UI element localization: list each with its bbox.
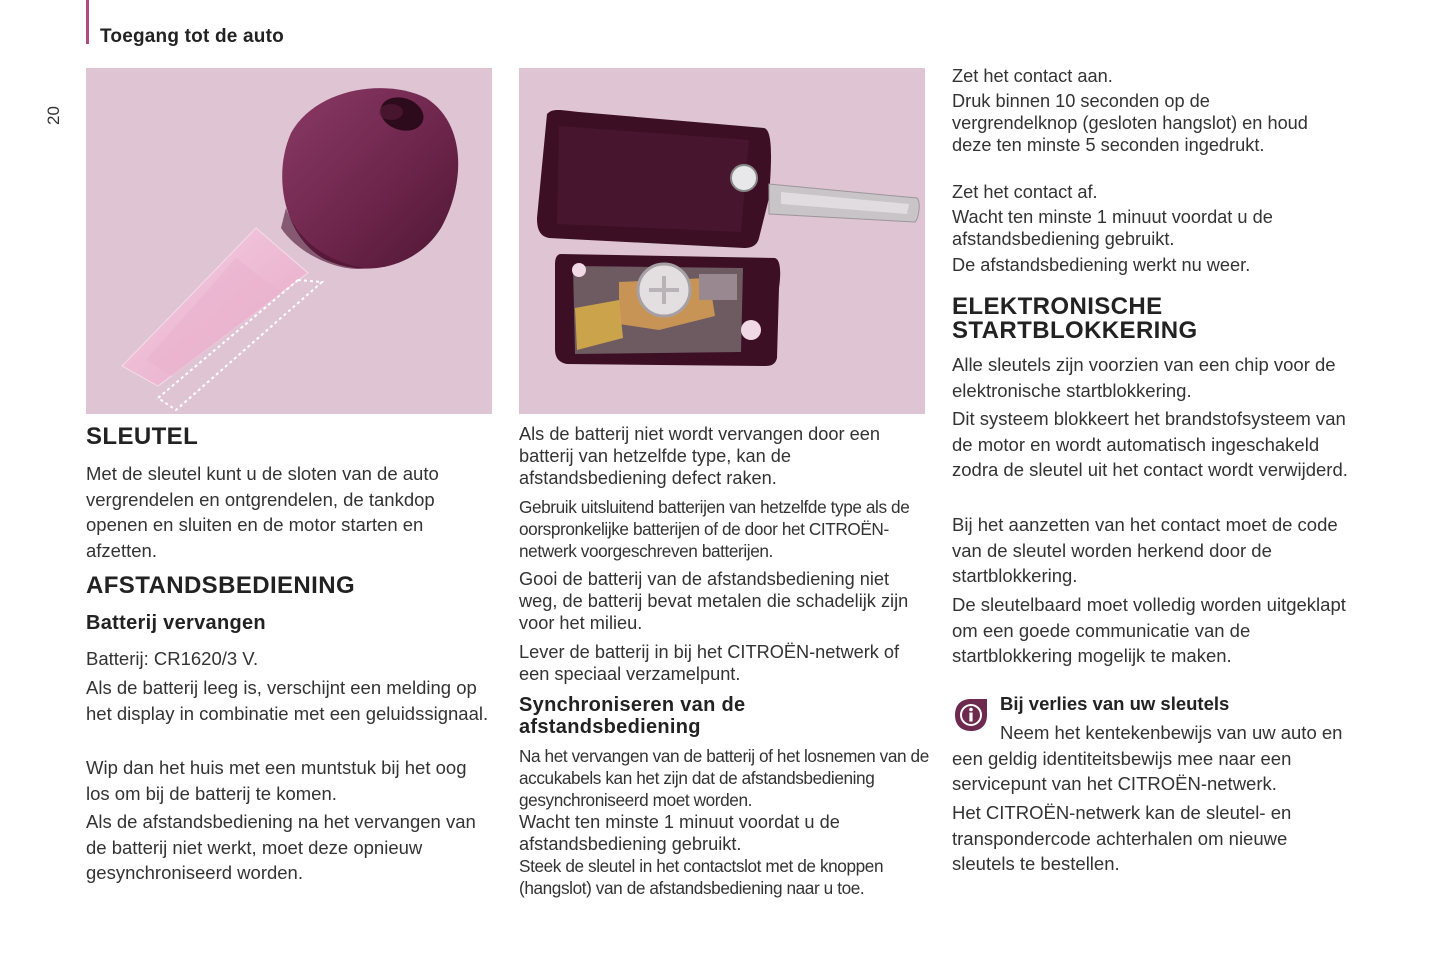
use-same-battery-text: Gebruik uitsluitend batterijen van hetzelfde type als de oorspronkelijke batterijen of de door het CITROËN-netwerk voorgeschreven batterijen. <box>519 497 910 561</box>
sync-intro-text: Na het vervangen van de batterij of het losnemen van de accukabels kan het zijn dat de afstandsbediening gesynchroniseerd moet worden. <box>519 746 929 810</box>
immobiliser-heading: ELEKTRONISCHE STARTBLOKKERING <box>952 293 1198 344</box>
info-heading: Bij verlies van uw sleutels <box>1000 693 1230 714</box>
open-case-text: Wip dan het huis met een muntstuk bij het oog los om bij de batterij te komen. <box>86 757 467 804</box>
key-illustration <box>86 68 492 414</box>
sleutel-heading: SLEUTEL <box>86 423 199 450</box>
code-text: Bij het aanzetten van het contact moet de code van de sleutel worden herkend door de startblokkering. <box>952 514 1338 586</box>
ignition-on-text: Zet het contact aan. <box>952 66 1113 86</box>
wait-use-text: Wacht ten minste 1 minuut voordat u de afstandsbediening gebruikt. <box>952 207 1273 249</box>
header-rule <box>86 0 89 44</box>
lost-keys-text: Neem het kentekenbewijs van uw auto en een geldig identiteitsbewijs mee naar een servicepunt van het CITROËN-netwerk. <box>952 722 1343 794</box>
battery-type-text: Batterij: CR1620/3 V. <box>86 648 259 669</box>
unfold-text: De sleutelbaard moet volledig worden uitgeklapt om een goede communicatie van de startblokkering mogelijk te maken. <box>952 594 1346 666</box>
page-header-title: Toegang tot de auto <box>100 26 284 47</box>
sync-heading: Synchroniseren van de afstandsbediening <box>519 694 746 738</box>
battery-subheading: Batterij vervangen <box>86 612 266 634</box>
chip-text: Alle sleutels zijn voorzien van een chip voor de elektronische startblokkering. <box>952 354 1336 401</box>
network-text: Het CITROËN-netwerk kan de sleutel- en transpondercode achterhalen om nieuwe sleutels te bestellen. <box>952 802 1292 874</box>
ignition-off-text: Zet het contact af. <box>952 182 1098 202</box>
wait-text: Wacht ten minste 1 minuut voordat u de afstandsbediening gebruikt. <box>519 812 840 854</box>
dispose-text: Gooi de batterij van de afstandsbediening niet weg, de batterij bevat metalen die schadelijk zijn voor het milieu. <box>519 569 909 633</box>
low-battery-text: Als de batterij leeg is, verschijnt een melding op het display in combinatie met een geluidssignaal. <box>86 677 489 724</box>
return-battery-text: Lever de batterij in bij het CITROËN-netwerk of een speciaal verzamelpunt. <box>519 642 900 684</box>
system-text: Dit systeem blokkeert het brandstofsysteem van de motor en wordt automatisch ingeschakeld zodra de sleutel uit het contact wordt verwijderd. <box>952 408 1348 480</box>
remote-heading: AFSTANDSBEDIENING <box>86 572 356 599</box>
insert-key-text: Steek de sleutel in het contactslot met de knoppen (hangslot) van de afstandsbediening naar u toe. <box>519 856 884 898</box>
remote-battery-illustration <box>519 68 925 414</box>
page-number: 20 <box>44 106 63 125</box>
wrong-battery-text: Als de batterij niet wordt vervangen door een batterij van hetzelfde type, kan de afstandsbediening defect raken. <box>519 424 880 488</box>
press-lock-text: Druk binnen 10 seconden op de vergrendelknop (gesloten hangslot) en houd deze ten minste 5 seconden ingedrukt. <box>952 91 1308 155</box>
works-again-text: De afstandsbediening werkt nu weer. <box>952 255 1251 275</box>
sleutel-text: Met de sleutel kunt u de sloten van de auto vergrendelen en ontgrendelen, de tankdop openen en sluiten en de motor starten en afzetten. <box>86 463 439 561</box>
resync-text: Als de afstandsbediening na het vervangen van de batterij niet werkt, moet deze opnieuw gesynchroniseerd worden. <box>86 811 476 883</box>
remote-drawing <box>519 68 925 414</box>
key-drawing <box>86 68 492 414</box>
